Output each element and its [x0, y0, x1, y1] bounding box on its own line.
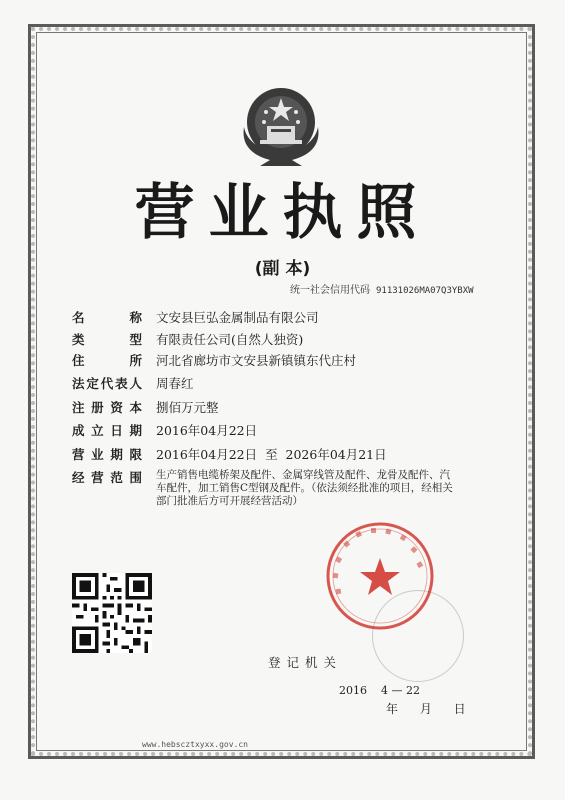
website-url: www.hebscztxyxx.gov.cn [142, 740, 248, 749]
registration-date-numbers: 2016 4 — 22 [339, 684, 420, 697]
field-value: 文安县巨弘金属制品有限公司 [156, 310, 319, 325]
qr-code [72, 573, 152, 653]
field-value: 捌佰万元整 [156, 400, 219, 415]
field-label: 注册资本 [72, 400, 142, 415]
field-label: 类型 [72, 332, 142, 347]
field-value: 河北省廊坊市文安县新镇镇东代庄村 [156, 353, 357, 368]
field-label: 经营范围 [72, 470, 142, 485]
credit-code-line [290, 281, 474, 296]
field-value: 2016年04月22日 至 2026年04月21日 [156, 447, 387, 462]
field-value: 2016年04月22日 [156, 423, 258, 438]
field-label: 成立日期 [72, 423, 142, 438]
field-value: 有限责任公司(自然人独资) [156, 332, 304, 347]
credit-code-value: 91131026MA07Q3YBXW [376, 286, 474, 296]
field-label: 法定代表人 [72, 376, 142, 391]
field-value: 生产销售电缆桥架及配件、金属穿线管及配件、龙骨及配件、汽车配件，加工销售C型钢及配件。（依法须经批准的项目，经相关部门批准后方可开展经营活动） [156, 469, 453, 507]
official-seal-icon [324, 520, 436, 632]
document-subtitle: (副 本) [254, 259, 311, 279]
field-label: 住所 [72, 353, 142, 368]
national-emblem-icon [230, 82, 332, 172]
document-title: 营业执照 [134, 178, 431, 248]
field-value: 周春红 [156, 376, 194, 391]
registration-authority: 登记机关 [268, 655, 343, 670]
credit-code-label: 统一社会信用代码 [290, 285, 370, 296]
registration-date-units: 年 月 日 [386, 702, 466, 716]
field-label: 名称 [72, 310, 142, 325]
field-label: 营业期限 [72, 447, 142, 462]
